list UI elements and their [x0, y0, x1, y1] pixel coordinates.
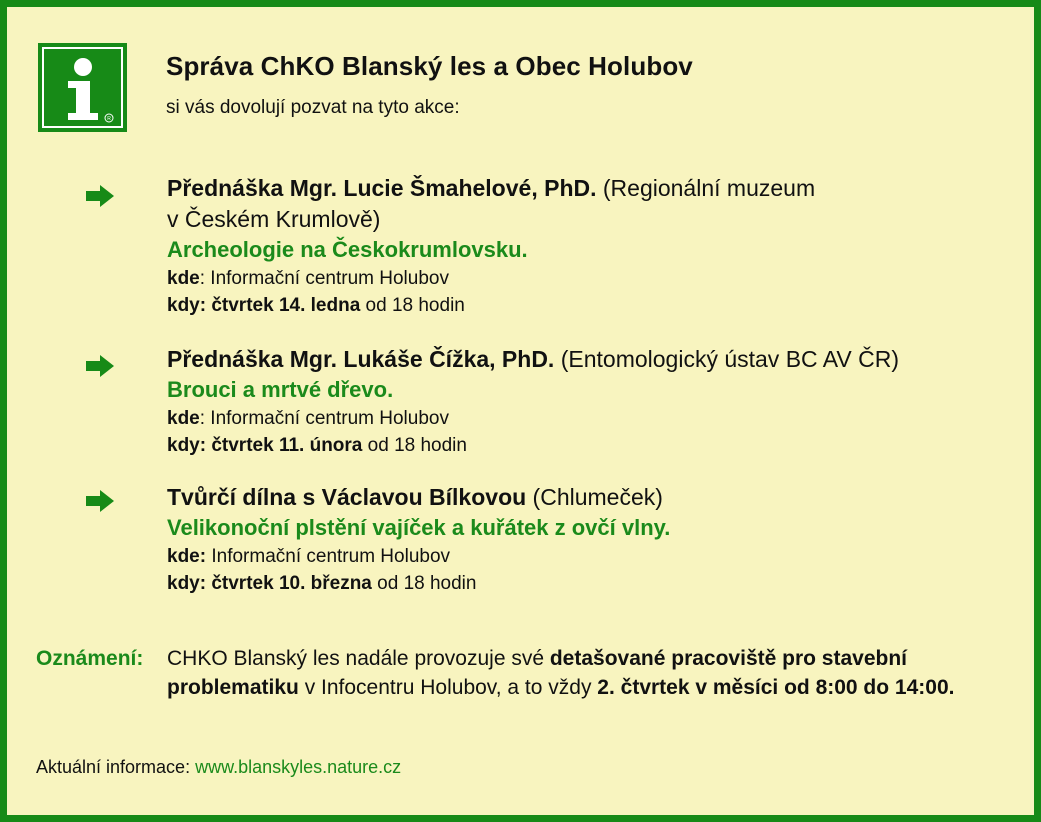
- page-title: Správa ChKO Blanský les a Obec Holubov: [166, 51, 693, 81]
- event-item: [167, 173, 815, 319]
- footer-info: [36, 757, 401, 778]
- event-item: [167, 482, 670, 597]
- arrow-right-icon: [86, 185, 114, 207]
- notice-label: Oznámení:: [36, 647, 144, 670]
- website-link[interactable]: www.blanskyles.nature.cz: [195, 757, 402, 777]
- footer-label: Aktuální informace:: [36, 757, 196, 777]
- event-where: kde: Informační centrum Holubov: [167, 546, 451, 567]
- arrow-right-icon: [86, 355, 114, 377]
- event-heading: Tvůrčí dílna s Václavou Bílkovou (Chlumeček): [167, 484, 663, 510]
- event-where: kde: Informační centrum Holubov: [167, 408, 449, 429]
- event-item: [167, 344, 899, 459]
- event-heading: Přednáška Mgr. Lukáše Čížka, PhD. (Entomologický ústav BC AV ČR): [167, 346, 900, 372]
- event-when: kdy: čtvrtek 14. ledna od 18 hodin: [167, 295, 465, 316]
- event-topic: Archeologie na Českokrumlovsku.: [167, 237, 528, 262]
- event-heading-line2: v Českém Krumlově): [167, 206, 381, 232]
- notice: [36, 644, 997, 702]
- event-heading: Přednáška Mgr. Lucie Šmahelové, PhD. (Regionální muzeum: [167, 175, 816, 201]
- event-when: kdy: čtvrtek 10. března od 18 hodin: [167, 573, 477, 594]
- event-where: kde: Informační centrum Holubov: [167, 268, 449, 289]
- page-subtitle: si vás dovolují pozvat na tyto akce:: [166, 97, 460, 118]
- event-when: kdy: čtvrtek 11. února od 18 hodin: [167, 435, 467, 456]
- notice-text: CHKO Blanský les nadále provozuje své detašované pracoviště pro stavební problematiku v Infocentru Holubov, a to vždy 2. čtvrtek v měsíci od 8:00 do 14:00.: [167, 647, 955, 699]
- svg-text:R: R: [107, 116, 111, 122]
- event-topic: Brouci a mrtvé dřevo.: [167, 377, 394, 402]
- event-topic: Velikonoční plstění vajíček a kuřátek z ovčí vlny.: [167, 515, 671, 540]
- arrow-right-icon: [86, 490, 114, 512]
- info-icon: [38, 43, 127, 132]
